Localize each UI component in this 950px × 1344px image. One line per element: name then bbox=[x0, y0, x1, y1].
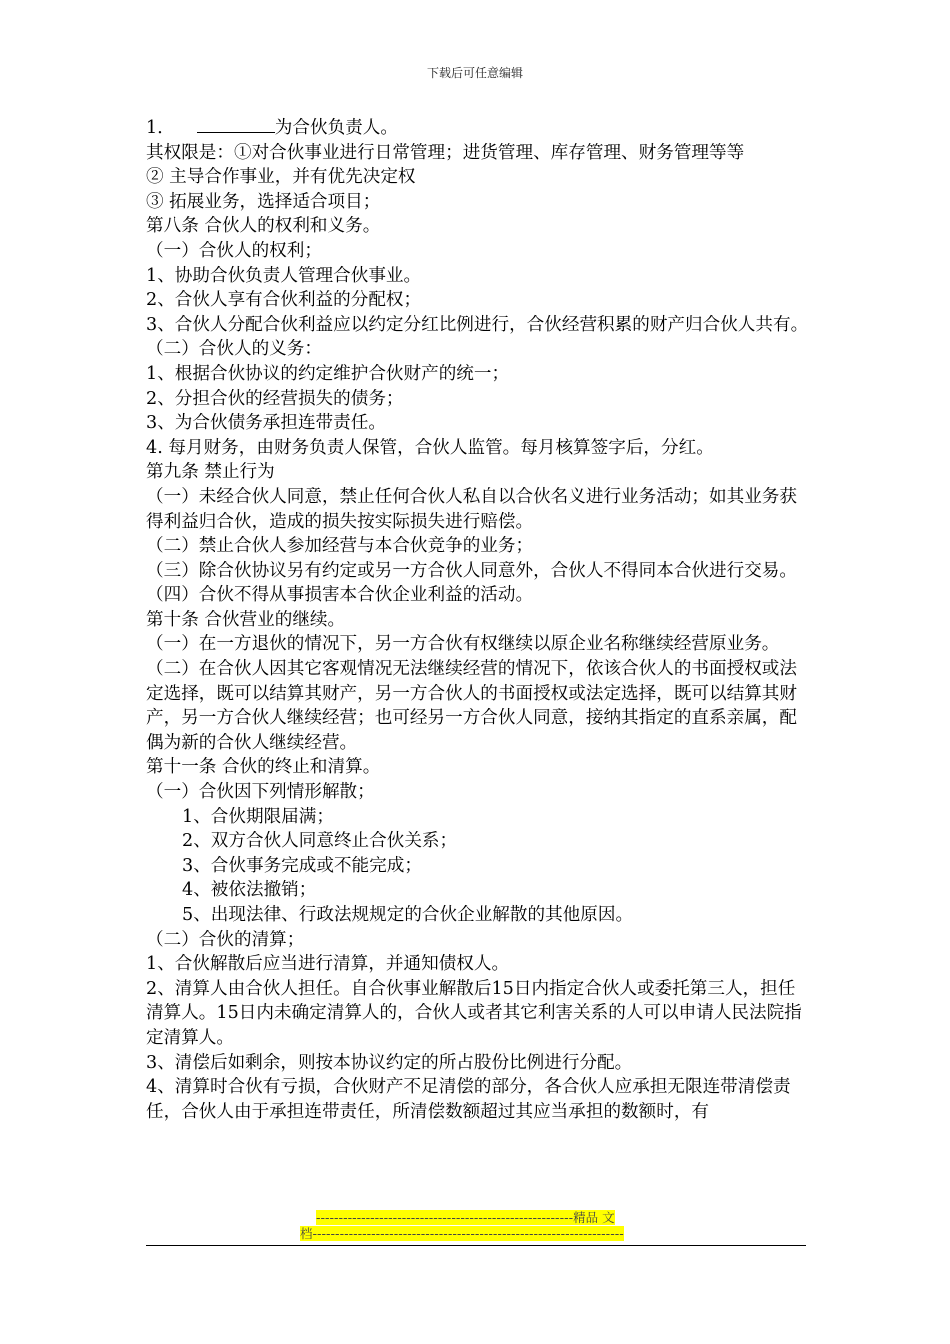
paragraph bbox=[146, 1075, 810, 1124]
paragraph bbox=[146, 485, 810, 534]
paragraph bbox=[146, 165, 810, 190]
paragraph-text: ③ 拓展业务，选择适合项目； bbox=[146, 191, 381, 212]
paragraph bbox=[146, 190, 810, 215]
paragraph bbox=[146, 362, 810, 387]
paragraph bbox=[146, 608, 810, 633]
paragraph-text: 为合伙负责人。 bbox=[274, 118, 398, 138]
paragraph-text: 1、协助合伙负责人管理合伙事业。 bbox=[146, 265, 422, 286]
paragraph-text: 1、根据合伙协议的约定维护合伙财产的统一； bbox=[146, 363, 510, 384]
paragraph-text: 第十条 合伙营业的继续。 bbox=[146, 609, 346, 630]
paragraph-text: 2、双方合伙人同意终止合伙关系； bbox=[182, 831, 458, 852]
paragraph-text: （一）未经合伙人同意，禁止任何合伙人私自以合伙名义进行业务活动；如其业务获得利益归合伙，造成的损失按实际损失进行赔偿。 bbox=[146, 486, 797, 532]
paragraph bbox=[146, 141, 810, 166]
paragraph-text: 2、合伙人享有合伙利益的分配权； bbox=[146, 290, 422, 311]
paragraph-text: （一）在一方退伙的情况下，另一方合伙有权继续以原企业名称继续经营原业务。 bbox=[146, 634, 780, 655]
paragraph bbox=[146, 829, 810, 854]
paragraph bbox=[146, 288, 810, 313]
paragraph-text: 1、合伙期限届满； bbox=[182, 806, 334, 827]
paragraph bbox=[146, 387, 810, 412]
paragraph bbox=[146, 534, 810, 559]
paragraph bbox=[146, 583, 810, 608]
paragraph-text: 3、清偿后如剩余，则按本协议约定的所占股份比例进行分配。 bbox=[146, 1052, 633, 1073]
paragraph-text: 5、出现法律、行政法规规定的合伙企业解散的其他原因。 bbox=[182, 905, 634, 925]
paragraph bbox=[146, 928, 810, 953]
footer-line-2: 档--------------------------------------------------------------------- bbox=[300, 1226, 624, 1241]
paragraph bbox=[146, 239, 810, 264]
paragraph bbox=[146, 411, 810, 436]
paragraph bbox=[146, 116, 810, 141]
paragraph bbox=[146, 952, 810, 977]
paragraph-text: 3、合伙事务完成或不能完成； bbox=[182, 855, 422, 876]
paragraph-text: 4. 每月财务，由财务负责人保管，合伙人监管。每月核算签字后，分红。 bbox=[146, 437, 714, 458]
paragraph-text: 4、清算时合伙有亏损，合伙财产不足清偿的部分，各合伙人应承担无限连带清偿责任，合伙人由于承担连带责任，所清偿数额超过其应当承担的数额时，有 bbox=[146, 1077, 791, 1122]
page-footer bbox=[300, 1210, 652, 1242]
paragraph bbox=[146, 780, 810, 805]
fill-in-blank bbox=[197, 116, 275, 133]
page-header: 下载后可任意编辑 bbox=[426, 66, 523, 80]
paragraph-text: 4、被依法撤销； bbox=[182, 880, 317, 901]
paragraph-text: （二）合伙人的义务： bbox=[146, 339, 322, 360]
paragraph bbox=[146, 436, 810, 461]
paragraph-text: 其权限是：①对合伙事业进行日常管理；进货管理、库存管理、财务管理等等 bbox=[146, 142, 745, 163]
paragraph-text: 1、合伙解散后应当进行清算，并通知债权人。 bbox=[146, 954, 510, 975]
document-body bbox=[146, 116, 810, 1124]
paragraph-text: 3、为合伙债务承担连带责任。 bbox=[146, 413, 386, 434]
paragraph bbox=[146, 854, 810, 879]
paragraph bbox=[146, 214, 810, 239]
paragraph bbox=[146, 805, 810, 830]
item-number: 1． bbox=[146, 118, 175, 138]
paragraph bbox=[146, 559, 810, 584]
paragraph bbox=[146, 878, 810, 903]
paragraph-text: 2、清算人由合伙人担任。自合伙事业解散后15日内指定合伙人或委托第三人，担任清算人。15日内未确定清算人的，合伙人或者其它利害关系的人可以申请人民法院指定清算人。 bbox=[146, 978, 802, 1048]
paragraph-text: （一）合伙人的权利； bbox=[146, 240, 322, 261]
paragraph-text: 2、分担合伙的经营损失的债务； bbox=[146, 388, 404, 409]
paragraph-text: 第八条 合伙人的权利和义务。 bbox=[146, 216, 381, 237]
paragraph-text: （四）合伙不得从事损害本合伙企业利益的活动。 bbox=[146, 585, 534, 606]
paragraph bbox=[146, 1051, 810, 1076]
footer-rule bbox=[146, 1245, 806, 1246]
paragraph-text: 第九条 禁止行为 bbox=[146, 462, 275, 483]
paragraph-text: （三）除合伙协议另有约定或另一方合伙人同意外，合伙人不得同本合伙进行交易。 bbox=[146, 560, 797, 581]
paragraph-text: 3、合伙人分配合伙利益应以约定分红比例进行，合伙经营积累的财产归合伙人共有。 bbox=[146, 314, 809, 335]
paragraph bbox=[146, 755, 810, 780]
paragraph bbox=[146, 903, 810, 928]
paragraph-text: （一）合伙因下列情形解散； bbox=[146, 782, 375, 803]
paragraph bbox=[146, 337, 810, 362]
paragraph bbox=[146, 264, 810, 289]
paragraph-text: 第十一条 合伙的终止和清算。 bbox=[146, 757, 381, 778]
paragraph-text: （二）在合伙人因其它客观情况无法继续经营的情况下，依该合伙人的书面授权或法定选择，既可以结算其财产，另一方合伙人的书面授权或法定选择，既可以结算其财产，另一方合伙人继续经营；也可经另一方合伙人同意，接纳其指定的直系亲属，配偶为新的合伙人继续经营。 bbox=[146, 659, 797, 753]
paragraph bbox=[146, 657, 810, 755]
paragraph-text: （二）合伙的清算； bbox=[146, 929, 305, 950]
paragraph bbox=[146, 977, 810, 1051]
paragraph bbox=[146, 460, 810, 485]
paragraph bbox=[146, 313, 810, 338]
footer-line-1: ---------------------------------------------------------精品 文 bbox=[316, 1210, 615, 1225]
paragraph bbox=[146, 632, 810, 657]
paragraph-text: （二）禁止合伙人参加经营与本合伙竞争的业务； bbox=[146, 536, 534, 557]
paragraph-text: ② 主导合作事业，并有优先决定权 bbox=[146, 167, 416, 188]
